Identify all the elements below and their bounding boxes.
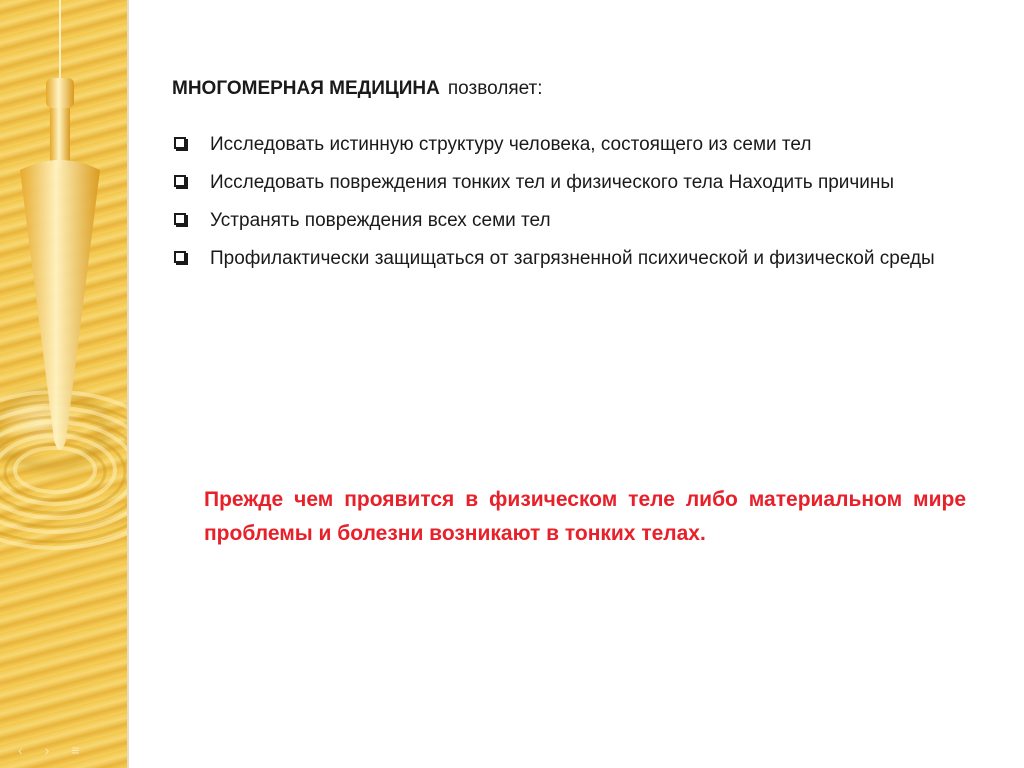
bullet-text: Устранять повреждения всех семи тел (210, 210, 551, 231)
bullet-text: Профилактически защищаться от загрязненной психической и физической среды (210, 248, 935, 269)
list-item (172, 168, 1010, 198)
checkbox-bullet-icon (174, 175, 186, 187)
decorative-side-image (0, 0, 127, 768)
bullet-list (172, 130, 972, 274)
heading-strong: МНОГОМЕРНАЯ МЕДИЦИНА (172, 78, 440, 99)
checkbox-bullet-icon (174, 137, 186, 149)
menu-icon[interactable]: ≡ (71, 742, 80, 758)
list-item (172, 130, 1010, 160)
heading-rest: позволяет: (447, 78, 543, 99)
arrow-right-icon[interactable]: › (44, 742, 50, 758)
slide-content (172, 78, 972, 282)
slide-nav (18, 742, 80, 758)
list-item (172, 206, 1010, 236)
bullet-text: Исследовать истинную структуру человека, состоящего из семи тел (210, 134, 812, 155)
checkbox-bullet-icon (174, 213, 186, 225)
slide-heading (172, 78, 972, 100)
list-item (172, 244, 1010, 274)
arrow-left-icon[interactable]: ‹ (18, 742, 23, 758)
bullet-text: Исследовать повреждения тонких тел и физического тела Находить причины (210, 172, 895, 193)
strip-divider (127, 0, 129, 768)
highlight-note: Прежде чем проявится в физическом теле либо материальном мире проблемы и болезни возникают в тонких телах. (204, 488, 966, 545)
pendulum-illustration (0, 0, 127, 768)
checkbox-bullet-icon (174, 251, 186, 263)
